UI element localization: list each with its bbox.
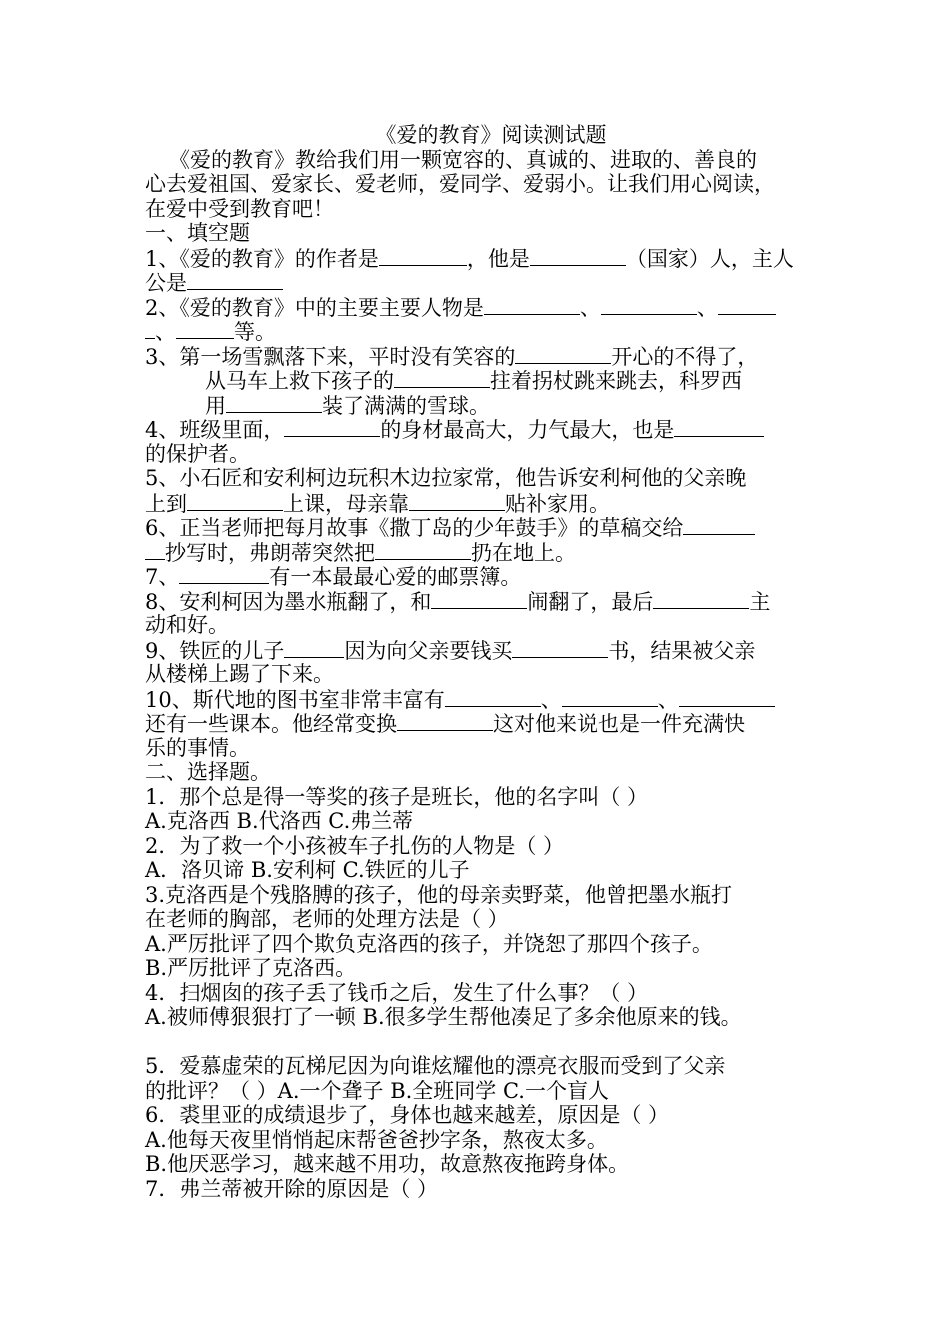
- answer-blank[interactable]: [176, 319, 234, 339]
- answer-blank[interactable]: [431, 589, 527, 609]
- answer-blank[interactable]: [445, 687, 541, 707]
- question-1: 1、《爱的教育》的作者是 ，他是 （国家）人，主人: [145, 246, 794, 271]
- answer-blank[interactable]: [484, 295, 580, 315]
- question-5: 5、小石匠和安利柯边玩积木边拉家常，他告诉安利柯他的父亲晚: [145, 466, 747, 490]
- answer-blank[interactable]: [179, 564, 269, 584]
- choice-line: 5．爱慕虚荣的瓦梯尼因为向谁炫耀他的漂亮衣服而受到了父亲: [145, 1054, 726, 1078]
- question-8-cont: 动和好。: [145, 613, 229, 637]
- answer-blank[interactable]: [683, 515, 755, 535]
- choice-line: 的批评？（ ）A.一个聋子 B.全班同学 C.一个盲人: [145, 1078, 609, 1103]
- question-10-cont: 还有一些课本。他经常变换 这对他来说也是一件充满快: [145, 712, 745, 736]
- question-3-cont: 用 装了满满的雪球。: [205, 393, 490, 418]
- choice-line: A．洛贝谛 B.安利柯 C.铁匠的儿子: [145, 858, 470, 882]
- section-heading-multiple-choice: 二、选择题。: [145, 760, 271, 784]
- question-9: 9、铁匠的儿子 因为向父亲要钱买 书，结果被父亲: [145, 638, 756, 663]
- answer-blank[interactable]: [397, 711, 493, 731]
- answer-blank[interactable]: [674, 417, 764, 437]
- question-10-cont: 乐的事情。: [145, 735, 250, 760]
- answer-blank[interactable]: [284, 638, 344, 658]
- answer-blank[interactable]: [679, 687, 775, 707]
- choice-line: 2．为了救一个小孩被车子扎伤的人物是（ ）: [145, 833, 565, 858]
- choice-line: 7．弗兰蒂被开除的原因是（ ）: [145, 1176, 439, 1201]
- choice-line: A.被师傅狠狠打了一顿 B.很多学生帮他凑足了多余他原来的钱。: [145, 1005, 742, 1029]
- intro-line: 心去爱祖国、爱家长、爱老师，爱同学、爱弱小。让我们用心阅读，: [145, 172, 775, 196]
- choice-line: A.克洛西 B.代洛西 C.弗兰蒂: [145, 809, 414, 833]
- answer-blank[interactable]: [187, 491, 283, 511]
- choice-line: A.他每天夜里悄悄起床帮爸爸抄字条，熬夜太多。: [145, 1127, 608, 1152]
- choice-line: 6．裘里亚的成绩退步了，身体也越来越差，原因是（ ）: [145, 1103, 670, 1127]
- question-3-cont: 从马车上救下孩子的 拄着拐杖跳来跳去，科罗西: [205, 369, 742, 393]
- question-1-cont: 公是: [145, 270, 815, 295]
- answer-blank[interactable]: [530, 246, 626, 266]
- intro-line: 在爱中受到教育吧！: [145, 196, 334, 221]
- question-4-cont: 的保护者。: [145, 441, 250, 466]
- section-heading-fill-in: 一、填空题: [145, 221, 250, 245]
- question-3: 3、第一场雪飘落下来，平时没有笑容的 开心的不得了，: [145, 344, 759, 369]
- question-6: 6、正当老师把每月故事《撒丁岛的少年鼓手》的草稿交给: [145, 515, 815, 540]
- intro-line: 《爱的教育》教给我们用一颗宽容的、真诚的、进取的、善良的: [169, 147, 757, 172]
- choice-line: 1．那个总是得一等奖的孩子是班长，他的名字叫（ ）: [145, 784, 649, 809]
- question-5-cont: 上到 上课，母亲靠 贴补家用。: [145, 491, 610, 516]
- answer-blank[interactable]: [562, 687, 658, 707]
- question-4: 4、班级里面， 的身材最高大，力气最大，也是: [145, 417, 815, 442]
- choice-line: 在老师的胸部，老师的处理方法是（ ）: [145, 907, 509, 931]
- answer-blank[interactable]: [515, 344, 611, 364]
- blank-line: [145, 1030, 815, 1055]
- answer-blank[interactable]: [145, 540, 165, 560]
- question-6-cont: 抄写时，弗朗蒂突然把 扔在地上。: [145, 540, 815, 565]
- answer-blank[interactable]: [187, 270, 283, 290]
- answer-blank[interactable]: [226, 393, 322, 413]
- answer-blank[interactable]: [284, 417, 380, 437]
- question-2: 2、《爱的教育》中的主要主要人物是 、 、: [145, 295, 815, 320]
- answer-blank[interactable]: [718, 295, 776, 315]
- question-9-cont: 从楼梯上踢了下来。: [145, 662, 334, 686]
- question-7: 7、 有一本最最心爱的邮票簿。: [145, 565, 522, 589]
- choice-line: B.他厌恶学习，越来越不用功，故意熬夜拖跨身体。: [145, 1152, 630, 1176]
- choice-line: A.严厉批评了四个欺负克洛西的孩子，并饶恕了那四个孩子。: [145, 931, 713, 956]
- question-8: 8、安利柯因为墨水瓶翻了，和 闹翻了，最后 主: [145, 589, 771, 614]
- choice-line: 4．扫烟囱的孩子丢了钱币之后，发生了什么事？（ ）: [145, 980, 649, 1005]
- answer-blank[interactable]: [653, 589, 749, 609]
- answer-blank[interactable]: [601, 295, 697, 315]
- answer-blank[interactable]: [375, 540, 471, 560]
- worksheet: [145, 123, 815, 1201]
- question-2-cont: 、 等。: [145, 319, 815, 344]
- question-10: 10、斯代地的图书室非常丰富有 、 、: [145, 687, 815, 712]
- answer-blank[interactable]: [379, 246, 467, 266]
- answer-blank[interactable]: [409, 491, 505, 511]
- choice-line: 3.克洛西是个残胳膊的孩子，他的母亲卖野菜，他曾把墨水瓶打: [145, 882, 733, 907]
- answer-blank[interactable]: [512, 638, 608, 658]
- page-title: 《爱的教育》阅读测试题: [375, 123, 607, 147]
- choice-line: B.严厉批评了克洛西。: [145, 956, 357, 980]
- answer-blank[interactable]: [394, 368, 490, 388]
- answer-blank[interactable]: [145, 319, 155, 339]
